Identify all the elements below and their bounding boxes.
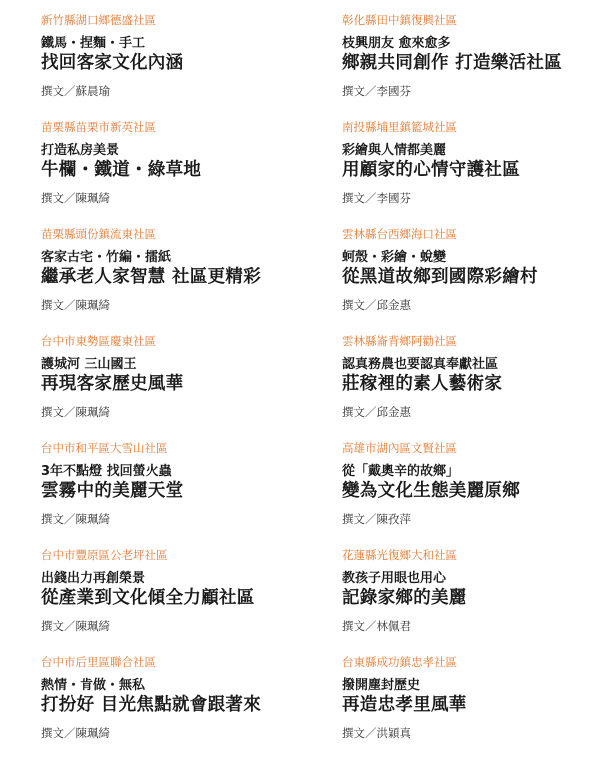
article-entry[interactable] <box>41 226 311 333</box>
article-author: 撰文／陳珮綺 <box>41 298 110 312</box>
community-location: 台中市豐原區公老坪社區 <box>41 548 168 562</box>
article-author: 撰文／蘇晨瑜 <box>41 84 110 98</box>
article-author: 撰文／陳珮綺 <box>41 191 110 205</box>
article-entry[interactable] <box>342 440 604 547</box>
article-author: 撰文／洪穎真 <box>342 726 411 740</box>
article-entry[interactable] <box>342 12 604 119</box>
right-column <box>342 12 604 761</box>
article-headline[interactable]: 莊稼裡的素人藝術家 <box>342 374 503 394</box>
article-headline[interactable]: 再現客家歷史風華 <box>41 374 184 394</box>
article-author: 撰文／陳珮綺 <box>41 512 110 526</box>
article-headline[interactable]: 用顧家的心情守護社區 <box>342 160 520 180</box>
article-author: 撰文／邱金惠 <box>342 298 411 312</box>
article-entry[interactable] <box>41 654 311 761</box>
article-author: 撰文／李國芬 <box>342 84 411 98</box>
article-entry[interactable] <box>41 547 311 654</box>
article-subtitle: 教孩子用眼也用心 <box>342 571 447 586</box>
community-location: 高雄市湖內區文賢社區 <box>342 441 457 455</box>
article-subtitle: 熱情・肯做・無私 <box>41 678 146 693</box>
article-author: 撰文／林佩君 <box>342 619 411 633</box>
article-headline[interactable]: 記錄家鄉的美麗 <box>342 588 467 608</box>
community-location: 台中市和平區大雪山社區 <box>41 441 168 455</box>
community-location: 花蓮縣光復鄉大和社區 <box>342 548 457 562</box>
left-column <box>41 12 311 761</box>
article-subtitle: 護城河 三山國王 <box>41 357 137 372</box>
article-subtitle: 打造私房美景 <box>41 143 120 158</box>
community-location: 雲林縣崙背鄉阿勸社區 <box>342 334 457 348</box>
article-headline[interactable]: 從產業到文化傾全力顧社區 <box>41 588 255 608</box>
article-entry[interactable] <box>342 226 604 333</box>
article-author: 撰文／陳孜萍 <box>342 512 411 526</box>
community-location: 苗栗縣頭份鎮流東社區 <box>41 227 156 241</box>
article-headline[interactable]: 打扮好 目光焦點就會跟著來 <box>41 695 261 715</box>
article-headline[interactable]: 再造忠孝里風華 <box>342 695 467 715</box>
article-subtitle: 蚵殼・彩繪・蛻變 <box>342 250 447 265</box>
article-subtitle: 出錢出力再創榮景 <box>41 571 146 586</box>
article-subtitle: 撥開塵封歷史 <box>342 678 421 693</box>
article-subtitle: 彩繪與人情都美麗 <box>342 143 447 158</box>
article-subtitle: 從「戴奧辛的故鄉」 <box>342 464 460 479</box>
community-location: 苗栗縣苗栗市新英社區 <box>41 120 156 134</box>
article-author: 撰文／陳珮綺 <box>41 405 110 419</box>
article-entry[interactable] <box>342 654 604 761</box>
community-location: 台中市東勢區慶東社區 <box>41 334 156 348</box>
article-author: 撰文／陳珮綺 <box>41 619 110 633</box>
community-location: 南投縣埔里鎮籃城社區 <box>342 120 457 134</box>
article-entry[interactable] <box>41 12 311 119</box>
article-entry[interactable] <box>342 547 604 654</box>
community-location: 台東縣成功鎮忠孝社區 <box>342 655 457 669</box>
article-subtitle: 鐵馬・捏麵・手工 <box>41 36 146 51</box>
article-subtitle: 3年不點燈 找回螢火蟲 <box>41 464 172 479</box>
community-location: 彰化縣田中鎮復興社區 <box>342 13 457 27</box>
article-entry[interactable] <box>41 119 311 226</box>
article-entry[interactable] <box>41 440 311 547</box>
article-headline[interactable]: 牛欄・鐵道・綠草地 <box>41 160 202 180</box>
article-subtitle: 枝興朋友 愈來愈多 <box>342 36 451 51</box>
community-location: 雲林縣台西鄉海口社區 <box>342 227 457 241</box>
community-location: 台中市后里區聯合社區 <box>41 655 156 669</box>
article-subtitle: 客家古宅・竹編・擂紙 <box>41 250 172 265</box>
article-entry[interactable] <box>41 333 311 440</box>
article-headline[interactable]: 找回客家文化內涵 <box>41 53 184 73</box>
community-location: 新竹縣湖口鄉德盛社區 <box>41 13 156 27</box>
article-author: 撰文／李國芬 <box>342 191 411 205</box>
article-author: 撰文／陳珮綺 <box>41 726 110 740</box>
article-headline[interactable]: 雲霧中的美麗天堂 <box>41 481 184 501</box>
article-headline[interactable]: 從黑道故鄉到國際彩繪村 <box>342 267 538 287</box>
article-subtitle: 認真務農也要認真奉獻社區 <box>342 357 499 372</box>
article-headline[interactable]: 變為文化生態美麗原鄉 <box>342 481 520 501</box>
article-headline[interactable]: 鄉親共同創作 打造樂活社區 <box>342 53 562 73</box>
article-entry[interactable] <box>342 333 604 440</box>
article-author: 撰文／邱金惠 <box>342 405 411 419</box>
article-headline[interactable]: 繼承老人家智慧 社區更精彩 <box>41 267 261 287</box>
article-entry[interactable] <box>342 119 604 226</box>
